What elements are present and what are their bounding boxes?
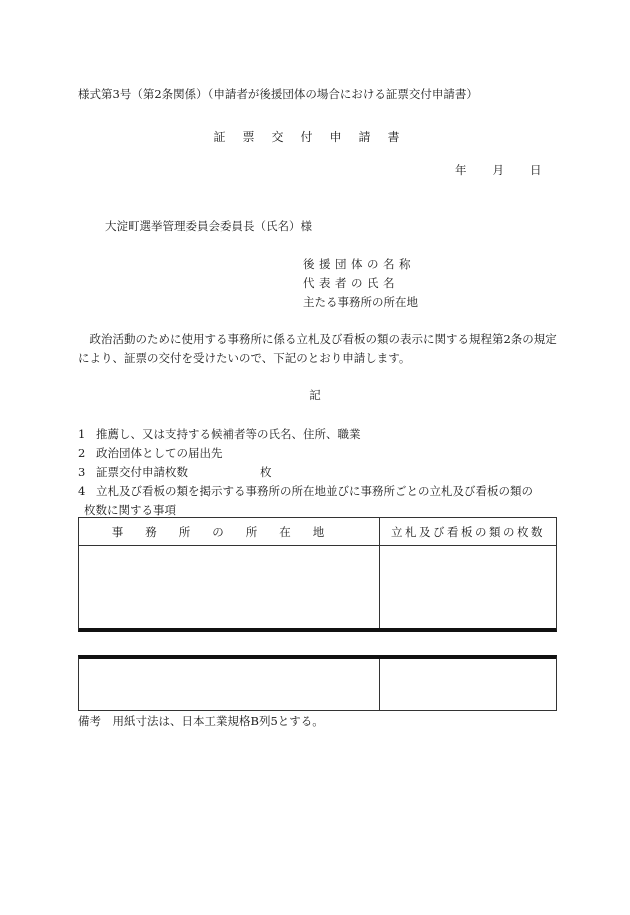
body-paragraph: 政治活動のために使用する事務所に係る立札及び看板の類の表示に関する規程第2条の規定により、証票の交付を受けたいので、下記のとおり申請します。 — [78, 332, 557, 365]
list-item: 1 推薦し、又は支持する候補者等の氏名、住所、職業 — [78, 427, 361, 441]
list-item: 2 政治団体としての届出先 — [78, 446, 223, 460]
addressee: 大淀町選挙管理委員会委員長（氏名）様 — [105, 219, 312, 233]
office-table-continued — [78, 655, 557, 711]
list-item: 4 立札及び看板の類を掲示する事務所の所在地並びに事務所ごとの立札及び看板の類の — [78, 484, 533, 498]
sheet-count-suffix: 枚 — [260, 465, 272, 479]
header-count: 立札及び看板の類の枚数 — [391, 525, 545, 539]
document-title: 証票交付申請書 — [213, 130, 417, 144]
rep-name-label: 代表者の氏名 — [303, 276, 399, 290]
date-month: 月 — [492, 163, 504, 177]
org-name-label: 後援団体の名称 — [303, 257, 415, 271]
date-line — [455, 162, 542, 178]
date-day: 日 — [530, 163, 542, 177]
ki-heading: 記 — [309, 388, 321, 402]
remark: 備考 用紙寸法は、日本工業規格B列5とする。 — [78, 714, 324, 728]
office-address-label: 主たる事務所の所在地 — [303, 295, 418, 309]
item-list — [78, 425, 558, 520]
list-item: 3 証票交付申請枚数 枚 — [78, 465, 272, 479]
header-location: 事務所の所在地 — [111, 525, 347, 539]
office-table — [78, 517, 557, 632]
list-item-continuation: 枚数に関する事項 — [84, 503, 176, 517]
form-number: 様式第3号（第2条関係）（申請者が後援団体の場合における証票交付申請書） — [78, 87, 478, 101]
date-year: 年 — [455, 163, 467, 177]
